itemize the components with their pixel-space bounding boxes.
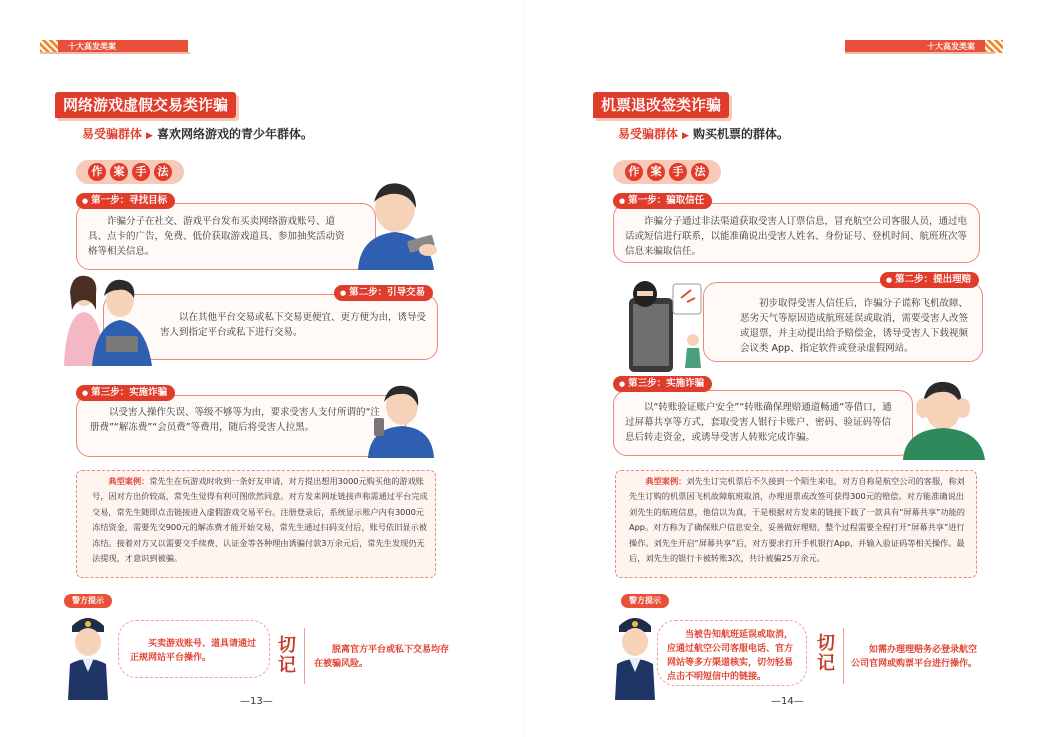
case-label: 典型案例： (645, 476, 687, 486)
case-paragraph (629, 474, 969, 566)
police-tag: 警方提示 (621, 594, 669, 608)
vulnerable-group (618, 125, 789, 142)
step2-text: 以在其他平台交易或私下交易更便宜、更方便为由，诱导受害人到指定平台或私下进行交易。 (160, 312, 427, 338)
divider (304, 628, 305, 684)
method-char: 手 (669, 163, 687, 181)
page-number: —13— (240, 696, 273, 707)
qieji-char: 记 (817, 653, 835, 674)
worried-man-illustration (897, 374, 987, 460)
step1-tag: ● 第一步：寻找目标 (76, 193, 175, 209)
police-illustration (60, 612, 116, 700)
page-14 (525, 0, 1049, 737)
couple-phone-illustration (62, 270, 162, 366)
method-char: 作 (625, 163, 643, 181)
qieji-label (276, 636, 298, 676)
case-text: 刘先生订完机票后不久接到一个陌生来电，对方自称是航空公司的客服，称刘先生订购的机票因飞机故障航班取消，办理退票或改签可获得300元的赔偿。对方能准确说出刘先生的航班信息，他信以为真，于是根据对方发来的链接下载了一款具有“屏幕共享”功能的App。对方称为了确保账户信息安全，妥善做好理赔，整个过程需要全程打开“屏幕共享”进行操作。刘先生开启“屏幕共享”后，对方要求打开手机银行App，并输入验证码等相关操作。最后，刘先生的银行卡被转账3次，共计被骗25万余元。 (629, 476, 965, 564)
method-char: 作 (88, 163, 106, 181)
tip2-text: 如需办理理赔务必登录航空公司官网或购票平台进行操作。 (851, 645, 978, 669)
arrow-icon: ▶ (146, 131, 153, 141)
boy-thinking-illustration (362, 380, 438, 458)
step1-text: 诈骗分子通过非法渠道获取受害人订票信息，冒充航空公司客服人员，通过电话或短信进行联系，以能准确说出受害人姓名、身份证号、登机时间、航班班次等信息来骗取信任。 (625, 216, 968, 257)
tip1-text: 当被告知航班延误或取消，应通过航空公司客服电话、官方网站等多方渠道核实，切勿轻易点击不明短信中的链接。 (667, 630, 794, 682)
method-char: 法 (154, 163, 172, 181)
qieji-char: 记 (278, 655, 296, 676)
method-badge (613, 160, 721, 184)
qieji-char: 切 (278, 635, 296, 656)
scammer-phone-illustration (621, 278, 711, 373)
vulnerable-text: 喜欢网络游戏的青少年群体。 (156, 127, 313, 141)
qieji-label (815, 634, 837, 674)
header-tab: 十大高发类案 (845, 40, 985, 53)
section-title: 机票退改签类诈骗 (593, 92, 729, 118)
vulnerable-tag: 易受骗群体 (618, 127, 679, 141)
page-number: —14— (771, 696, 804, 707)
header-tab: 十大高发类案 (58, 40, 188, 53)
method-badge (76, 160, 184, 184)
header-line (40, 52, 190, 54)
step2-text: 初步取得受害人信任后，诈骗分子谎称飞机故障、恶劣天气等原因造成航班延误或取消，需要受害人改签或退票，并主动提出给予赔偿金，诱导受害人下载视频会议类 App、指定软件或登录虚假网站。 (740, 298, 969, 354)
step2-tag: ● 第二步：引导交易 (334, 285, 433, 301)
method-char: 案 (647, 163, 665, 181)
step2-tag: ● 第二步：提出理赔 (880, 272, 979, 288)
case-text: 常先生在玩游戏时收到一条好友申请，对方提出想用3000元购买他的游戏账号，因对方出价较高，常先生觉得有利可图欣然同意。对方发来网址链接声称需通过平台完成交易，常先生随即点击链接进入虚假游戏交易平台。注册登录后，系统显示账户内有3000元冻结资金，需要先交900元的解冻费才能开始交易，常先生通过扫码支付后，账号依旧显示被冻结。接着对方又以需要交手续费、认证金等各种理由诱骗付款3万余元后，常先生发现仍无法提现，才意识到被骗。 (92, 476, 428, 564)
police-tag: 警方提示 (64, 594, 112, 608)
step3-tag: ● 第三步：实施诈骗 (76, 385, 175, 401)
method-char: 手 (132, 163, 150, 181)
case-label: 典型案例： (108, 476, 150, 486)
step1-tag: ● 第一步：骗取信任 (613, 193, 712, 209)
page-13 (0, 0, 524, 737)
vulnerable-group (82, 125, 313, 142)
section-title: 网络游戏虚假交易类诈骗 (55, 92, 236, 118)
police-illustration (607, 612, 663, 700)
boy-phone-illustration (350, 178, 450, 270)
step3-tag: ● 第三步：实施诈骗 (613, 376, 712, 392)
case-paragraph (92, 474, 430, 566)
header-line (845, 52, 995, 54)
method-char: 案 (110, 163, 128, 181)
divider (843, 628, 844, 684)
step3-text: 以受害人操作失误、等级不够等为由，要求受害人支付所谓的“注册费”“解冻费”“会员费”等费用，随后将受害人拉黑。 (90, 407, 380, 433)
vulnerable-text: 购买机票的群体。 (692, 127, 789, 141)
method-char: 法 (691, 163, 709, 181)
step3-text: 以“转账验证账户安全”“转账确保理赔通道畅通”等借口，通过屏幕共享等方式，套取受害人银行卡账户、密码、验证码等信息后转走资金，或诱导受害人转账完成诈骗。 (625, 402, 892, 443)
step1-text: 诈骗分子在社交、游戏平台发布买卖网络游戏账号、道具、点卡的广告，免费、低价获取游戏道具、参加抽奖活动资格等相关信息。 (88, 216, 345, 257)
tip1-text: 买卖游戏账号、道具请通过正规网站平台操作。 (130, 639, 257, 663)
tip2-text: 脱离官方平台或私下交易均存在被骗风险。 (314, 645, 450, 669)
vulnerable-tag: 易受骗群体 (82, 127, 143, 141)
qieji-char: 切 (817, 633, 835, 654)
arrow-icon: ▶ (682, 131, 689, 141)
